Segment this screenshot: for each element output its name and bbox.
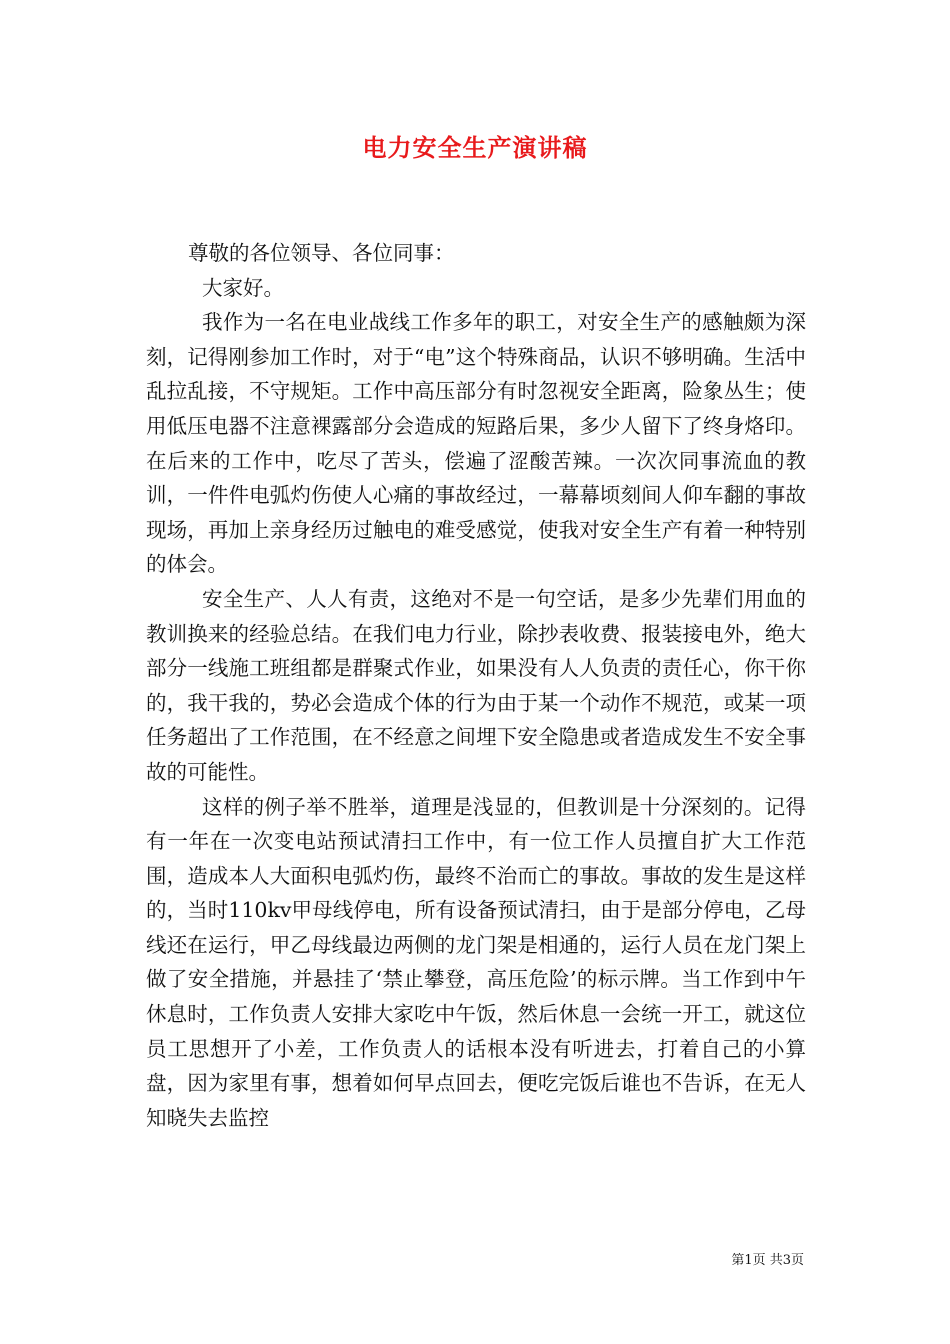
- page-number-footer: 第1页 共3页: [731, 1253, 804, 1268]
- salutation: 尊敬的各位领导、各位同事：: [188, 241, 455, 265]
- paragraph-1: 我作为一名在电业战线工作多年的职工，对安全生产的感触颇为深刻，记得刚参加工作时，对于“电”这个特殊商品，认识不够明确。生活中乱拉乱接，不守规矩。工作中高压部分有时忽视安全距离，险象丛生；使用低压电器不注意裸露部分会造成的短路后果，多少人留下了终身烙印。在后来的工作中，吃尽了苦头，偿遍了涩酸苦辣。一次次同事流血的教训，一件件电弧灼伤使人心痛的事故经过，一幕幕顷刻间人仰车翻的事故现场，再加上亲身经历过触电的难受感觉，使我对安全生产有着一种特别的体会。: [146, 310, 806, 577]
- greeting: 大家好。: [202, 275, 284, 300]
- paragraph-3: 这样的例子举不胜举，道理是浅显的，但教训是十分深刻的。记得有一年在一次变电站预试清扫工作中，有一位工作人员擅自扩大工作范围，造成本人大面积电弧灼伤，最终不治而亡的事故。事故的发生是这样的，当时110kv甲母线停电，所有设备预试清扫，由于是部分停电，乙母线还在运行，甲乙母线最边两侧的龙门架是相通的，运行人员在龙门架上做了安全措施，并悬挂了‘禁止攀登，高压危险’的标示牌。当工作到中午休息时，工作负责人安排大家吃中午饭，然后休息一会统一开工，就这位员工思想开了小差，工作负责人的话根本没有听进去，打着自己的小算盘，因为家里有事，想着如何早点回去，便吃完饭后谁也不告诉，在无人知晓失去监控: [146, 794, 806, 1130]
- document-title: 电力安全生产演讲稿: [362, 133, 588, 162]
- paragraph-2: 安全生产、人人有责，这绝对不是一句空话，是多少先辈们用血的教训换来的经验总结。在我们电力行业，除抄表收费、报装接电外，绝大部分一线施工班组都是群聚式作业，如果没有人人负责的责任心，你干你的，我干我的，势必会造成个体的行为由于某一个动作不规范，或某一项任务超出了工作范围，在不经意之间埋下安全隐患或者造成发生不安全事故的可能性。: [146, 586, 806, 784]
- document-body: [146, 236, 806, 1135]
